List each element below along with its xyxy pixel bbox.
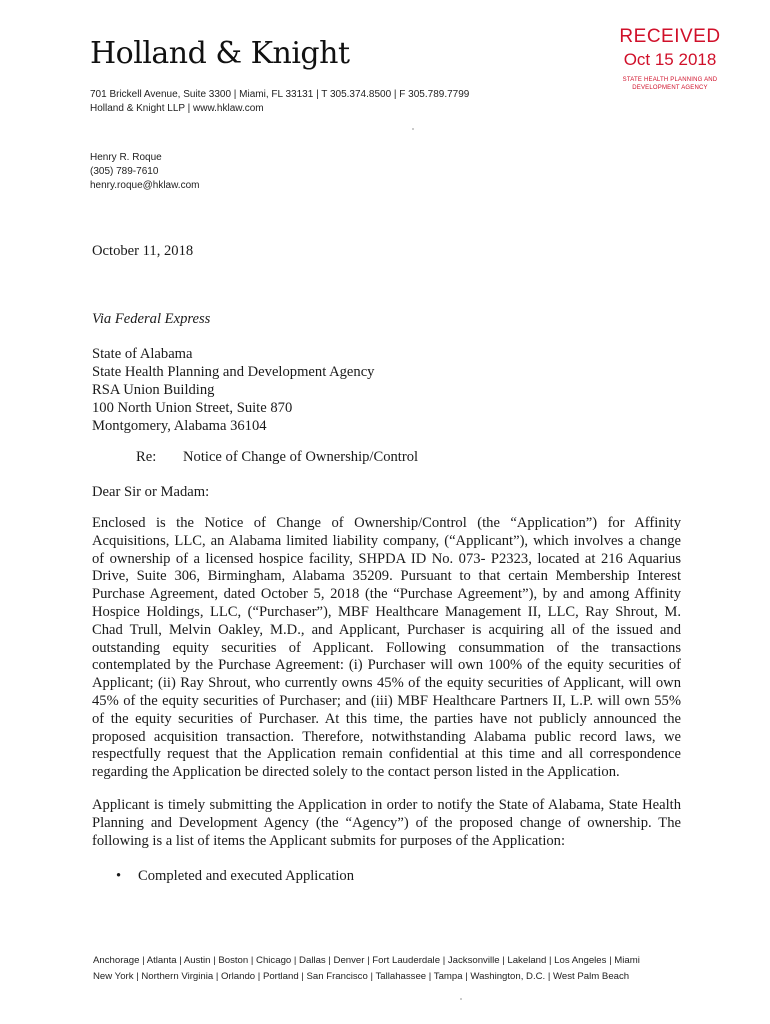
firm-logo: Holland & Knight xyxy=(90,36,350,71)
re-subject: Notice of Change of Ownership/Control xyxy=(183,449,419,465)
recipient-line: 100 North Union Street, Suite 870 xyxy=(92,400,293,416)
stamp-agency xyxy=(600,76,740,92)
bullet-icon: • xyxy=(116,868,122,884)
scan-speck xyxy=(460,998,462,1000)
firm-address xyxy=(90,88,469,116)
recipient-address xyxy=(92,345,374,435)
recipient-line: RSA Union Building xyxy=(92,382,215,398)
body-paragraph-1: Enclosed is the Notice of Change of Ownership/Control (the “Application”) for Affinity Acquisitions, LLC, an Alabama limited liability company, (“Applicant”), which involves a change of ownership of a licensed hospice facility, SHPDA ID No. 073- P2323, located at 216 Aquarius Drive, Suite 306, Birmingham, Alabama 35209. Pursuant to that certain Membership Interest Purchase Agreement, dated October 5, 2018 (the “Purchase Agreement”), by and among Affinity Hospice Holdings, LLC, (“Purchaser”), MBF Healthcare Management II, LLC, Ray Shrout, M. Chad Trull, Melvin Oakley, M.D., and Applicant, Purchaser is acquiring all of the issued and outstanding equity securities of Applicant. Following consummation of the transactions contemplated by the Purchase Agreement: (i) Purchaser will own 100% of the equity securities of Applicant; (ii) Ray Shrout, who currently owns 45% of the equity securities of Applicant, will own 45% of the equity securities of Purchaser; and (iii) MBF Healthcare Partners II, L.P. will own 55% of the equity securities of Purchaser. At this time, the parties have not publicly announced the proposed acquisition transaction. Therefore, notwithstanding Alabama public record laws, we respectfully request that the Application remain confidential at this time and all correspondence regarding the Application be directed solely to the contact person listed in the Application. xyxy=(92,515,681,781)
stamp-agency-line-1: STATE HEALTH PLANNING AND xyxy=(622,77,718,83)
sender-name: Henry R. Roque xyxy=(90,152,162,163)
sender-phone: (305) 789-7610 xyxy=(90,166,159,177)
bullet-item xyxy=(116,868,354,885)
body-paragraph-2: Applicant is timely submitting the Application in order to notify the State of Alabama, State Health Planning and Development Agency (the “Agency”) of the proposed change of ownership. The following is a list of items the Applicant submits for purposes of the Application: xyxy=(92,797,681,849)
footer-line-1: Anchorage | Atlanta | Austin | Boston | Chicago | Dallas | Denver | Fort Lauderdale | Jacksonville | Lakeland | Los Angeles | Miami xyxy=(93,955,640,966)
re-label: Re: xyxy=(136,449,157,465)
bullet-text: Completed and executed Application xyxy=(138,868,355,884)
subject-line xyxy=(136,449,418,466)
stamp-received: RECEIVED xyxy=(619,26,721,47)
address-line-2: Holland & Knight LLP | www.hklaw.com xyxy=(90,103,264,114)
address-line-1: 701 Brickell Avenue, Suite 3300 | Miami, FL 33131 | T 305.374.8500 | F 305.789.7799 xyxy=(90,89,470,100)
footer-line-2: New York | Northern Virginia | Orlando | Portland | San Francisco | Tallahassee | Tampa | Washington, D.C. | West Palm Beach xyxy=(93,971,630,982)
delivery-method: Via Federal Express xyxy=(92,311,211,327)
office-locations-footer xyxy=(93,953,640,985)
received-stamp xyxy=(600,26,740,92)
stamp-date: Oct 15 2018 xyxy=(623,50,717,69)
recipient-line: Montgomery, Alabama 36104 xyxy=(92,418,267,434)
stamp-agency-line-2: DEVELOPMENT AGENCY xyxy=(632,85,708,91)
sender-contact xyxy=(90,151,199,193)
scan-speck xyxy=(412,128,414,130)
salutation: Dear Sir or Madam: xyxy=(92,484,210,500)
letter-date: October 11, 2018 xyxy=(92,243,194,259)
recipient-line: State Health Planning and Development Agency xyxy=(92,364,375,380)
recipient-line: State of Alabama xyxy=(92,346,193,362)
sender-email: henry.roque@hklaw.com xyxy=(90,180,200,191)
